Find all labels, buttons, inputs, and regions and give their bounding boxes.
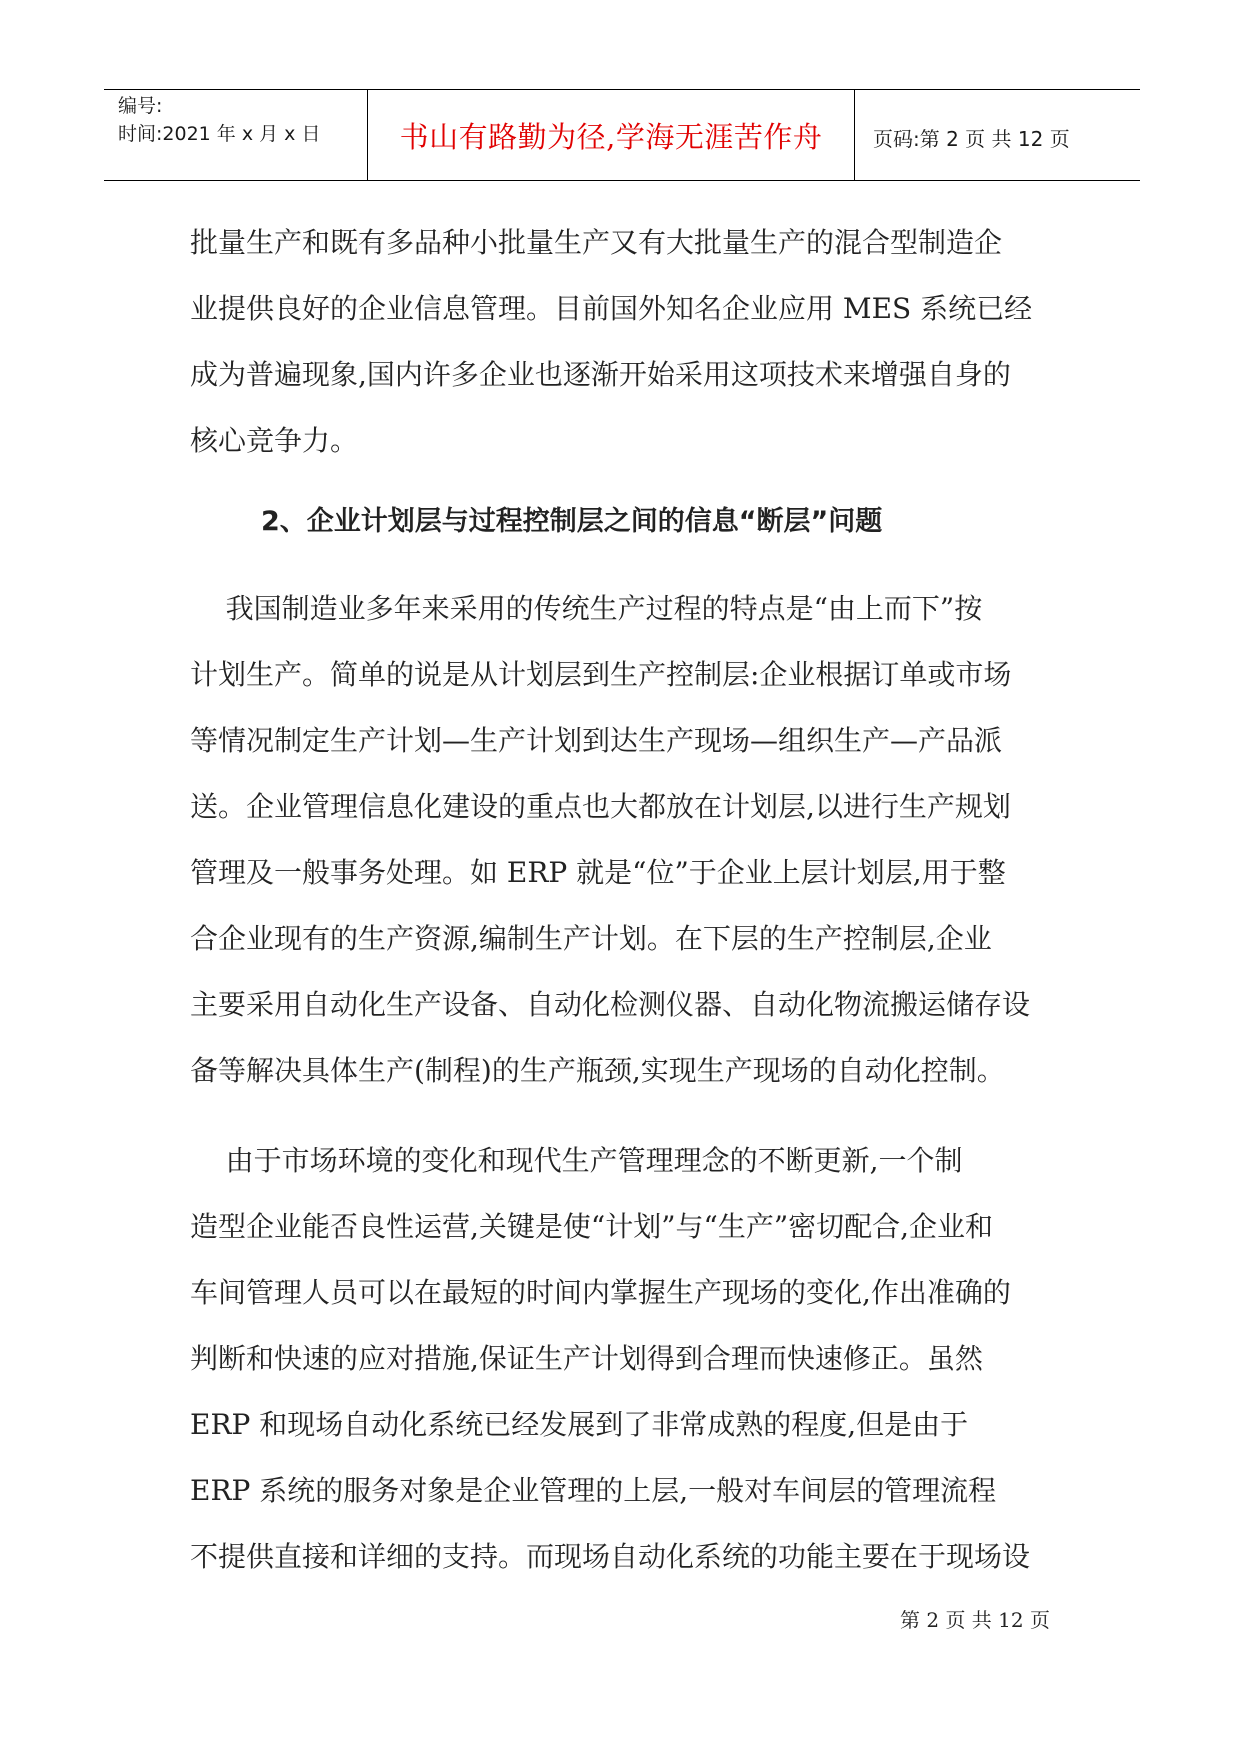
body-line: 批量生产和既有多品种小批量生产又有大批量生产的混合型制造企: [190, 226, 1003, 259]
section-heading: 2、企业计划层与过程控制层之间的信息“断层”问题: [261, 506, 883, 537]
paragraph-gap: [190, 1104, 1060, 1128]
body-line: 备等解决具体生产(制程)的生产瓶颈,实现生产现场的自动化控制。: [190, 1054, 1005, 1087]
body-line: 由于市场环境的变化和现代生产管理理念的不断更新,一个制: [190, 1144, 963, 1177]
body-line: ERP 和现场自动化系统已经发展到了非常成熟的程度,但是由于: [190, 1408, 969, 1441]
body-line: 判断和快速的应对措施,保证生产计划得到合理而快速修正。虽然: [190, 1342, 983, 1375]
body-line: ERP 系统的服务对象是企业管理的上层,一般对车间层的管理流程: [190, 1474, 997, 1507]
body-line: 造型企业能否良性运营,关键是使“计划”与“生产”密切配合,企业和: [190, 1210, 994, 1243]
body-line: 管理及一般事务处理。如 ERP 就是“位”于企业上层计划层,用于整: [190, 856, 1006, 889]
body-line: 核心竞争力。: [190, 424, 359, 457]
body-line: 我国制造业多年来采用的传统生产过程的特点是“由上而下”按: [190, 592, 983, 625]
body-line: 合企业现有的生产资源,编制生产计划。在下层的生产控制层,企业: [190, 922, 992, 955]
header-info-cell: [104, 90, 368, 180]
document-number-label: 编号:: [118, 95, 163, 117]
body-line: 业提供良好的企业信息管理。目前国外知名企业应用 MES 系统已经: [190, 292, 1033, 325]
body-line: 主要采用自动化生产设备、自动化检测仪器、自动化物流搬运储存设: [190, 988, 1031, 1021]
header-motto: 书山有路勤为径,学海无涯苦作舟: [399, 120, 823, 154]
document-time-label: 时间:2021 年 x 月 x 日: [118, 123, 321, 145]
page-footer: 第 2 页 共 12 页: [900, 1608, 1050, 1632]
header-page-cell: [855, 90, 1140, 180]
body-line: 不提供直接和详细的支持。而现场自动化系统的功能主要在于现场设: [190, 1540, 1031, 1573]
body-line: 车间管理人员可以在最短的时间内掌握生产现场的变化,作出准确的: [190, 1276, 1011, 1309]
body-line: 计划生产。简单的说是从计划层到生产控制层:企业根据订单或市场: [190, 658, 1012, 691]
body-line: 送。企业管理信息化建设的重点也大都放在计划层,以进行生产规划: [190, 790, 1011, 823]
document-header: [104, 89, 1140, 181]
header-motto-cell: [368, 90, 855, 180]
body-line: 成为普遍现象,国内许多企业也逐渐开始采用这项技术来增强自身的: [190, 358, 1011, 391]
document-body: [190, 210, 1060, 1590]
header-page-code: 页码:第 2 页 共 12 页: [873, 127, 1070, 151]
body-line: 等情况制定生产计划—生产计划到达生产现场—组织生产—产品派: [190, 724, 1003, 757]
